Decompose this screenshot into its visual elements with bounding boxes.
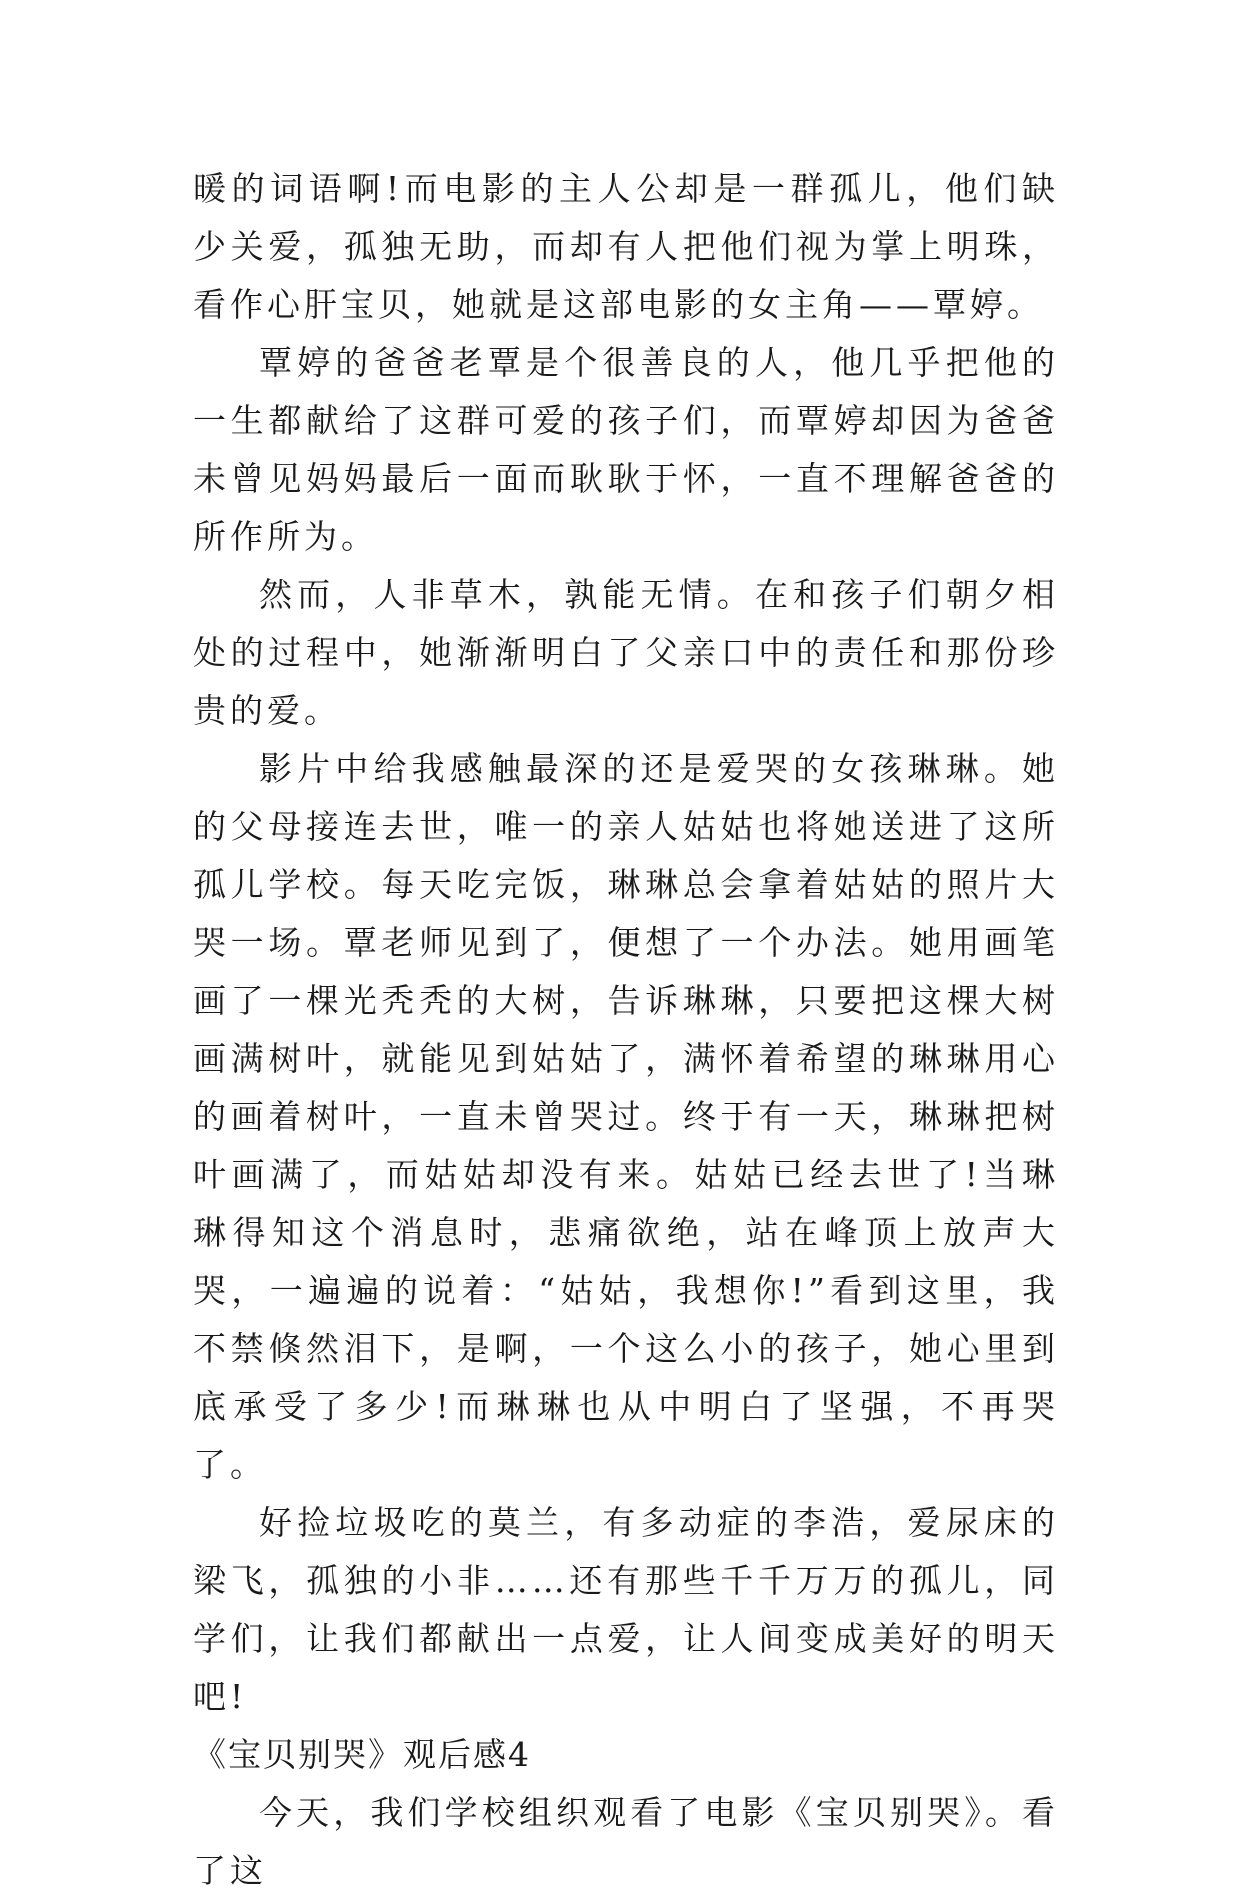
paragraph-next-essay: 今天，我们学校组织观看了电影《宝贝别哭》。看了这 [193,1793,1059,1890]
paragraph-father: 覃婷的爸爸老覃是个很善良的人，他几乎把他的一生都献给了这群可爱的孩子们，而覃婷却因为爸爸未曾见妈妈最后一面而耿耿于怀，一直不理解爸爸的所作所为。 [193,343,1059,556]
paragraph-conclusion: 好捡垃圾吃的莫兰，有多动症的李浩，爱尿床的梁飞，孤独的小非……还有那些千千万万的孤儿，同学们，让我们都献出一点爱，让人间变成美好的明天吧! [193,1503,1059,1716]
paragraph-linlin: 影片中给我感触最深的还是爱哭的女孩琳琳。她的父母接连去世，唯一的亲人姑姑也将她送进了这所孤儿学校。每天吃完饭，琳琳总会拿着姑姑的照片大哭一场。覃老师见到了，便想了一个办法。她用画笔画了一棵光秃秃的大树，告诉琳琳，只要把这棵大树画满树叶，就能见到姑姑了，满怀着希望的琳琳用心的画着树叶，一直未曾哭过。终于有一天，琳琳把树叶画满了，而姑姑却没有来。姑姑已经去世了!当琳琳得知这个消息时，悲痛欲绝，站在峰顶上放声大哭，一遍遍的说着：“姑姑，我想你!”看到这里，我不禁倏然泪下，是啊，一个这么小的孩子，她心里到底承受了多少!而琳琳也从中明白了坚强，不再哭了。 [193,749,1059,1484]
paragraph-continuation: 暖的词语啊!而电影的主人公却是一群孤儿，他们缺少关爱，孤独无助，而却有人把他们视为掌上明珠，看作心肝宝贝，她就是这部电影的女主角——覃婷。 [193,169,1059,324]
document-body [193,160,1059,1900]
paragraph-understanding: 然而，人非草木，孰能无情。在和孩子们朝夕相处的过程中，她渐渐明白了父亲口中的责任和那份珍贵的爱。 [193,575,1059,730]
section-heading: 《宝贝别哭》观后感4 [193,1735,531,1774]
